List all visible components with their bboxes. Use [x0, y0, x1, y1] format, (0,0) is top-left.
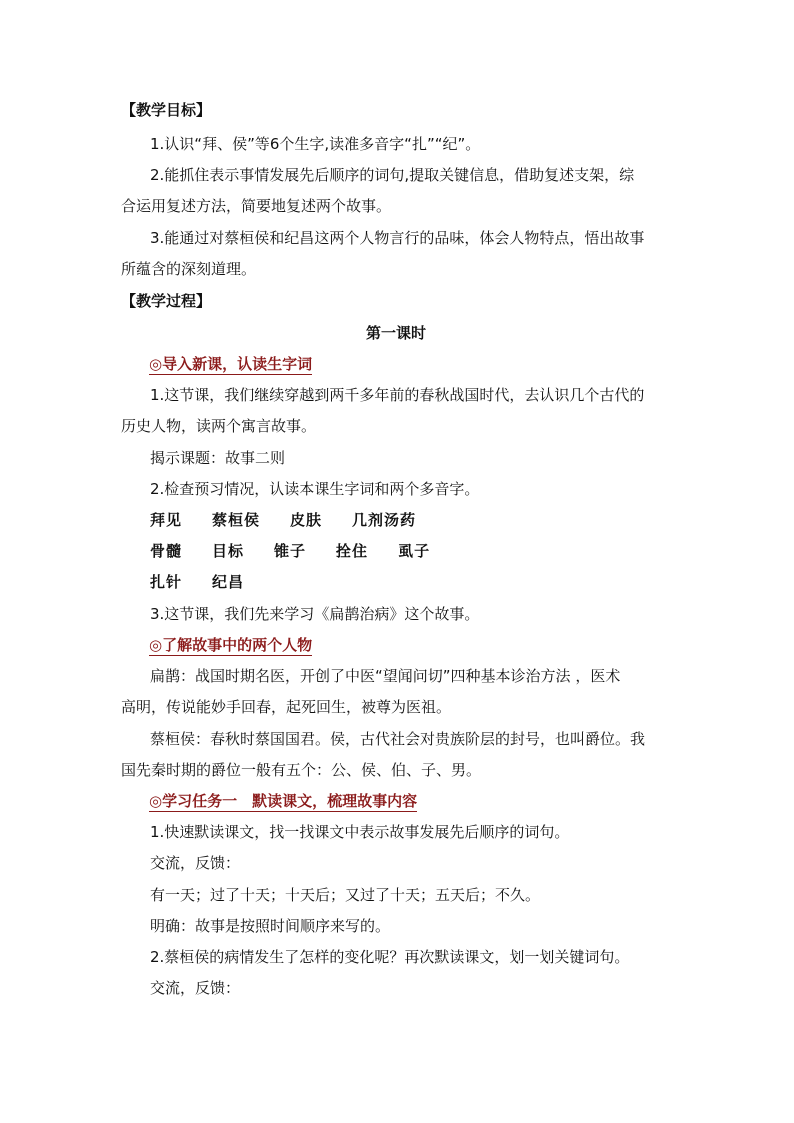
objective-3: 3.能通过对蔡桓侯和纪昌这两个人物言行的品味，体会人物特点，悟出故事 [150, 229, 645, 247]
lesson-title: 第一课时 [366, 324, 427, 342]
paragraph: 历史人物，读两个寓言故事。 [121, 417, 317, 435]
paragraph: 高明，传说能妙手回春，起死回生，被尊为医祖。 [121, 698, 452, 716]
paragraph: 有一天；过了十天；十天后；又过了十天；五天后；不久。 [150, 886, 541, 904]
paragraph: 1.快速默读课文，找一找课文中表示故事发展先后顺序的词句。 [150, 823, 570, 841]
section-heading-intro-text: ◎导入新课，认读生字词 [149, 355, 313, 373]
section-heading-task-one [149, 791, 417, 811]
objective-2-cont: 合运用复述方法，简要地复述两个故事。 [121, 197, 392, 215]
vocab-row-1 [150, 510, 446, 530]
vocab-word: 几剂汤药 [352, 511, 417, 529]
vocab-word: 目标 [212, 542, 245, 560]
objectives-heading: 【教学目标】 [121, 101, 212, 119]
paragraph: 1.这节课，我们继续穿越到两千多年前的春秋战国时代，去认识几个古代的 [150, 386, 645, 404]
paragraph: 揭示课题：故事二则 [150, 449, 286, 467]
paragraph: 2.蔡桓侯的病情发生了怎样的变化呢？再次默读课文，划一划关键词句。 [150, 948, 630, 966]
section-heading-characters-text: ◎了解故事中的两个人物 [149, 636, 313, 654]
paragraph: 明确：故事是按照时间顺序来写的。 [150, 917, 391, 935]
vocab-word: 骨髓 [150, 542, 183, 560]
paragraph: 交流，反馈： [150, 979, 241, 997]
paragraph: 2.检查预习情况，认读本课生字词和两个多音字。 [150, 480, 480, 498]
vocab-word: 蔡桓侯 [212, 511, 261, 529]
vocab-word: 锥子 [274, 542, 307, 560]
process-heading: 【教学过程】 [121, 292, 212, 310]
vocab-word: 拴住 [336, 542, 369, 560]
vocab-row-2 [150, 541, 460, 561]
vocab-word: 扎针 [150, 573, 183, 591]
vocab-word: 皮肤 [290, 511, 323, 529]
section-heading-characters [149, 635, 312, 655]
paragraph: 3.这节课，我们先来学习《扁鹊治病》这个故事。 [150, 605, 480, 623]
paragraph: 国先秦时期的爵位一般有五个：公、侯、伯、子、男。 [121, 761, 482, 779]
objective-3-cont: 所蕴含的深刻道理。 [121, 260, 257, 278]
paragraph: 交流，反馈： [150, 854, 241, 872]
vocab-word: 纪昌 [212, 573, 245, 591]
section-heading-task-one-text: ◎学习任务一 默读课文，梳理故事内容 [149, 792, 418, 810]
objective-2: 2.能抓住表示事情发展先后顺序的词句,提取关键信息，借助复述支架，综 [150, 166, 635, 184]
vocab-row-3 [150, 572, 274, 592]
objective-1: 1.认识“拜、侯”等6个生字,读准多音字“扎”“纪”。 [150, 135, 481, 153]
section-heading-intro [149, 354, 312, 374]
paragraph: 扁鹊：战国时期名医，开创了中医“望闻问切”四种基本诊治方法 ，医术 [150, 667, 621, 685]
vocab-word: 拜见 [150, 511, 183, 529]
paragraph: 蔡桓侯：春秋时蔡国国君。侯，古代社会对贵族阶层的封号，也叫爵位。我 [150, 730, 646, 748]
vocab-word: 虱子 [398, 542, 431, 560]
